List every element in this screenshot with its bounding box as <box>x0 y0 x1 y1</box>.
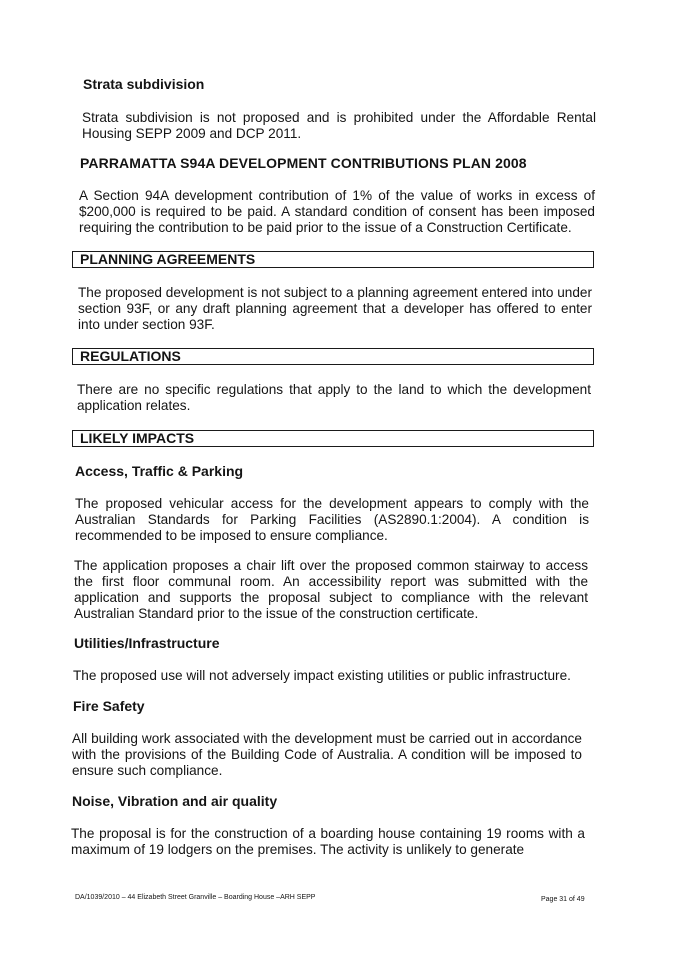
fire-safety-paragraph: All building work associated with the development must be carried out in accordance with the provisions of the Building Code of Australia. A condition will be imposed to ensure such compliance. <box>72 731 582 778</box>
planning-agreements-heading: PLANNING AGREEMENTS <box>80 251 256 267</box>
footer-page-number: Page 31 of 49 <box>541 896 585 903</box>
likely-impacts-heading: LIKELY IMPACTS <box>80 430 195 446</box>
noise-vibration-heading: Noise, Vibration and air quality <box>72 793 278 809</box>
access-traffic-parking-heading: Access, Traffic & Parking <box>75 463 244 479</box>
footer-reference: DA/1039/2010 – 44 Elizabeth Street Granville – Boarding House –ARH SEPP <box>75 894 316 901</box>
regulations-paragraph: There are no specific regulations that apply to the land to which the development application relates. <box>77 382 591 413</box>
contributions-paragraph: A Section 94A development contribution of 1% of the value of works in excess of $200,000 is required to be paid. A standard condition of consent has been imposed requiring the contribution to be paid prior to the issue of a Construction Certificate. <box>79 188 595 235</box>
regulations-header-box <box>72 348 594 365</box>
access-paragraph-2: The application proposes a chair lift over the proposed common stairway to access the first floor communal room. An accessibility report was submitted with the application and supports the proposal subject to compliance with the relevant Australian Standard prior to the issue of the construction certificate. <box>74 558 588 621</box>
contributions-heading: PARRAMATTA S94A DEVELOPMENT CONTRIBUTIONS PLAN 2008 <box>80 155 527 171</box>
planning-agreements-paragraph: The proposed development is not subject to a planning agreement entered into under section 93F, or any draft planning agreement that a developer has offered to enter into under section 93F. <box>78 285 592 332</box>
fire-safety-heading: Fire Safety <box>73 698 145 714</box>
strata-heading: Strata subdivision <box>83 76 205 92</box>
regulations-heading: REGULATIONS <box>80 348 181 364</box>
utilities-heading: Utilities/Infrastructure <box>74 635 220 651</box>
planning-agreements-header-box <box>72 251 594 268</box>
likely-impacts-header-box <box>72 430 594 447</box>
utilities-paragraph: The proposed use will not adversely impact existing utilities or public infrastructure. <box>73 668 571 683</box>
access-paragraph-1: The proposed vehicular access for the development appears to comply with the Australian Standards for Parking Facilities (AS2890.1:2004). A condition is recommended to be imposed to ensure compliance. <box>75 496 589 543</box>
noise-paragraph: The proposal is for the construction of a boarding house containing 19 rooms with a maximum of 19 lodgers on the premises. The activity is unlikely to generate <box>71 826 585 857</box>
strata-paragraph: Strata subdivision is not proposed and is prohibited under the Affordable Rental Housing SEPP 2009 and DCP 2011. <box>82 110 596 141</box>
